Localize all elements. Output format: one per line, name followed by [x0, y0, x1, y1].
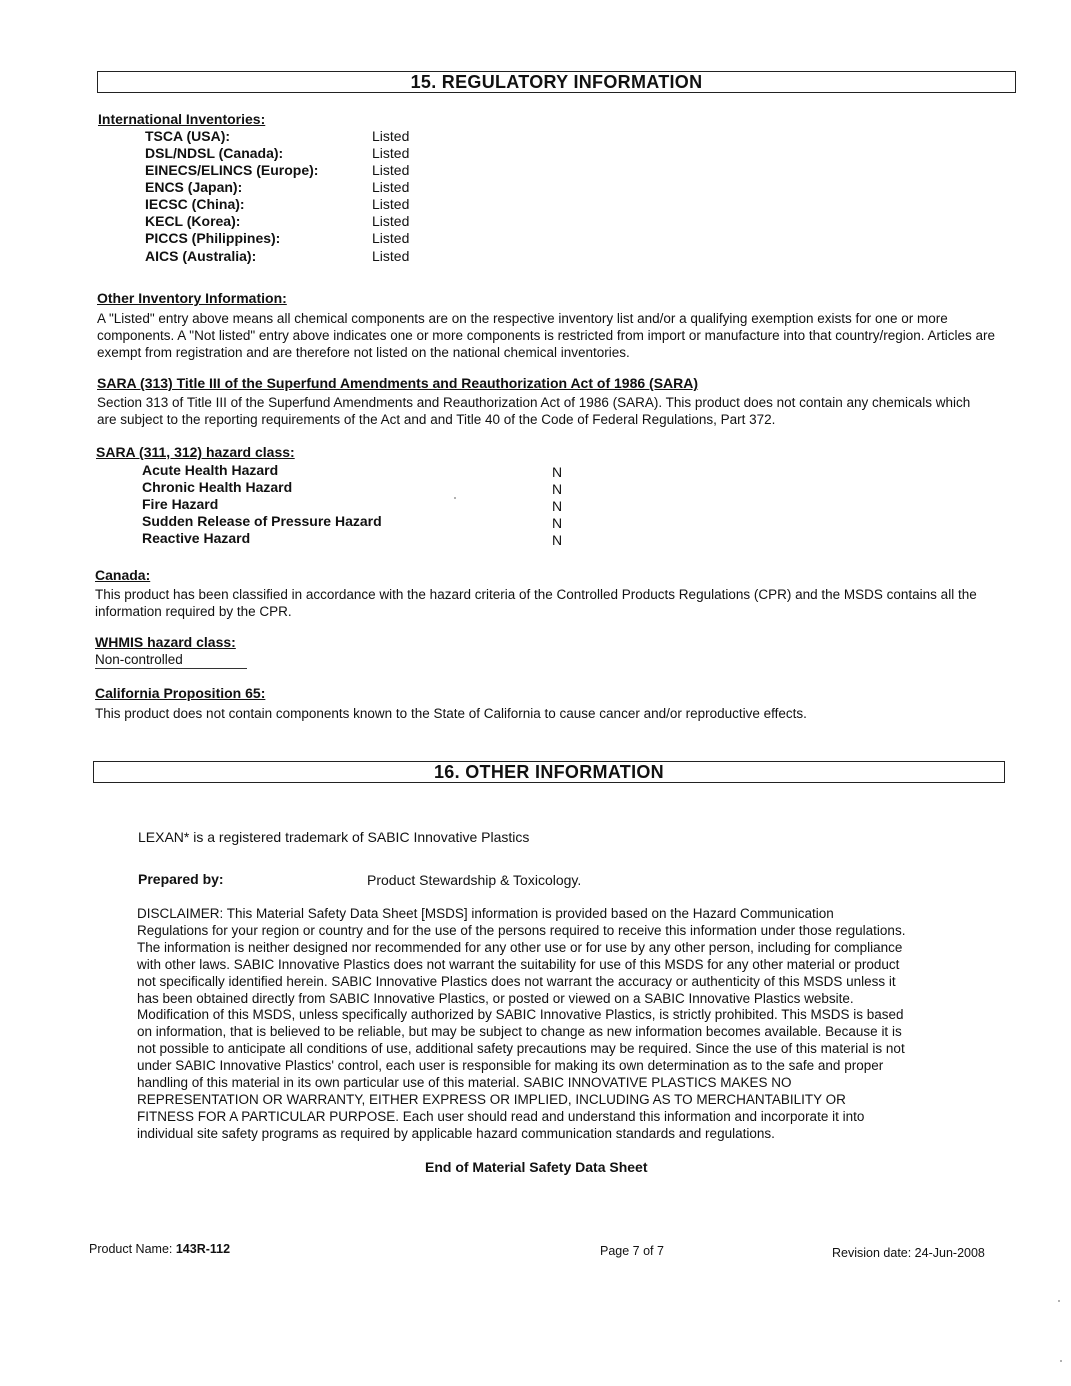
inventory-value: Listed — [372, 128, 410, 144]
disclaimer-line: The information is neither designed nor recommended for any other use or for use by any other person, including for compliance — [137, 939, 903, 955]
end-of-msds: End of Material Safety Data Sheet — [425, 1159, 648, 1175]
disclaimer-line: handling of this material in its own particular use of this material. SABIC INNOVATIVE PLASTICS MAKES NO — [137, 1075, 792, 1091]
inventory-label: ENCS (Japan): — [145, 179, 243, 195]
other-inventory-heading: Other Inventory Information: — [97, 290, 287, 306]
section-15-title: 15. REGULATORY INFORMATION — [410, 72, 703, 92]
inventory-value: Listed — [372, 179, 410, 195]
inventory-label: KECL (Korea): — [145, 213, 241, 229]
footer-product — [89, 1242, 230, 1256]
prepared-by-label: Prepared by: — [138, 871, 224, 887]
prepared-by-value: Product Stewardship & Toxicology. — [367, 872, 582, 888]
disclaimer-line: FITNESS FOR A PARTICULAR PURPOSE. Each user should read and understand this information and incorporate it into — [137, 1108, 865, 1124]
scan-speck — [1058, 1300, 1060, 1302]
inventory-value: Listed — [372, 213, 410, 229]
inventory-value: Listed — [372, 230, 410, 246]
disclaimer-line: not possible to anticipate all conditions of use, additional safety precautions may be required. Since the use of this material is not — [137, 1041, 905, 1057]
hazard-value: N — [552, 532, 563, 548]
hazard-label: Fire Hazard — [142, 496, 219, 512]
inventory-label: IECSC (China): — [145, 196, 245, 212]
disclaimer-line: Modification of this MSDS, unless specifically authorized by SABIC Innovative Plastics, is strictly prohibited. This MSDS is based — [137, 1007, 904, 1023]
canada-text: This product has been classified in accordance with the hazard criteria of the Controlled Products Regulations (CPR) and the MSDS contains all the information required by the CPR. — [95, 587, 977, 619]
hazard-label: Reactive Hazard — [142, 530, 251, 546]
disclaimer-line: has been obtained directly from SABIC Innovative Plastics, or posted or viewed on a SABIC Innovative Plastics website. — [137, 990, 854, 1006]
inventory-label: PICCS (Philippines): — [145, 230, 281, 246]
hazard-value: N — [552, 498, 563, 514]
disclaimer-line: Regulations for your region or country and for the use of the persons required to receive this information under those regulations. — [137, 922, 906, 938]
section-15-header — [97, 71, 1016, 93]
inventory-value: Listed — [372, 145, 410, 161]
inventory-label: DSL/NDSL (Canada): — [145, 145, 284, 161]
canada-heading: Canada: — [95, 567, 151, 583]
footer-page: Page 7 of 7 — [600, 1244, 664, 1258]
inventory-label: AICS (Australia): — [145, 248, 257, 264]
hazard-label: Sudden Release of Pressure Hazard — [142, 513, 382, 529]
sara-311-312-heading: SARA (311, 312) hazard class: — [96, 444, 295, 460]
sara-313-text: Section 313 of Title III of the Superfund Amendments and Reauthorization Act of 1986 (SARA). This product does not contain any chemicals which are subject to the reporting requirements of the Act and and Title 40 of the Code of Federal Regulations, Part 372. — [97, 395, 971, 427]
hazard-label: Chronic Health Hazard — [142, 479, 293, 495]
disclaimer-line: under SABIC Innovative Plastics' control, each user is responsible for making its own determination as to the safe and proper — [137, 1058, 884, 1074]
section-16-title: 16. OTHER INFORMATION — [434, 762, 664, 782]
inventory-value: Listed — [372, 196, 410, 212]
whmis-value: Non-controlled — [95, 651, 247, 669]
section-16-header — [93, 761, 1005, 783]
whmis-heading: WHMIS hazard class: — [95, 634, 236, 650]
product-name-value: 143R-112 — [175, 1242, 231, 1256]
scan-speck — [454, 497, 456, 499]
product-name-label: Product Name: — [89, 1242, 173, 1256]
hazard-label: Acute Health Hazard — [142, 462, 279, 478]
international-inventories-heading: International Inventories: — [98, 111, 266, 127]
disclaimer-line: on information, that is believed to be reliable, but may be subject to change as new information becomes available. Because it is — [137, 1024, 902, 1040]
prop-65-text: This product does not contain components known to the State of California to cause cancer and/or reproductive effects. — [95, 706, 807, 721]
footer-revision: Revision date: 24-Jun-2008 — [832, 1246, 985, 1260]
disclaimer-line: DISCLAIMER: This Material Safety Data Sheet [MSDS] information is provided based on the Hazard Communication — [137, 906, 834, 921]
disclaimer-line: with other laws. SABIC Innovative Plastics does not warrant the suitability for use of this MSDS for any other material or product — [137, 956, 900, 972]
scan-speck — [1060, 1360, 1062, 1362]
disclaimer-line: REPRESENTATION OR WARRANTY, EITHER EXPRESS OR IMPLIED, INCLUDING AS TO MERCHANTABILITY OR — [137, 1091, 846, 1107]
trademark-text: LEXAN* is a registered trademark of SABIC Innovative Plastics — [138, 829, 530, 845]
hazard-value: N — [552, 515, 563, 531]
disclaimer — [137, 906, 1001, 1143]
prop-65-heading: California Proposition 65: — [95, 685, 266, 701]
other-inventory-text: A "Listed" entry above means all chemical components are on the respective inventory list and/or a qualifying exemption exists for one or more components. A "Not listed" entry above indicates one or more components is restricted from import or manufacture into that country/region. Articles are exempt from registration and are therefore not listed on the national chemical inventories. — [97, 311, 996, 360]
inventory-label: TSCA (USA): — [145, 128, 231, 144]
disclaimer-line: individual site safety programs as required by applicable hazard communication standards and regulations. — [137, 1125, 775, 1141]
disclaimer-line: not specifically identified herein. SABIC Innovative Plastics does not warrant the accuracy or authenticity of this MSDS unless it — [137, 973, 896, 989]
hazard-value: N — [552, 464, 563, 480]
inventory-value: Listed — [372, 248, 410, 264]
sara-313-heading: SARA (313) Title III of the Superfund Amendments and Reauthorization Act of 1986 (SARA) — [97, 375, 699, 391]
inventory-label: EINECS/ELINCS (Europe): — [145, 162, 319, 178]
inventory-value: Listed — [372, 162, 410, 178]
hazard-value: N — [552, 481, 563, 497]
